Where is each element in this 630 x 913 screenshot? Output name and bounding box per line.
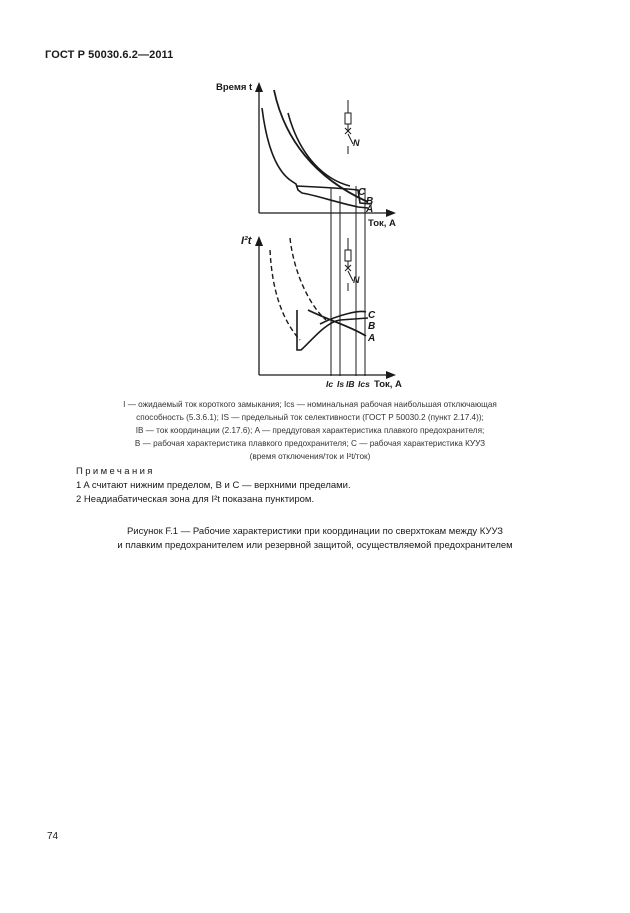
figure-legend: [70, 398, 550, 463]
bottom-curve-a: [297, 310, 368, 350]
document-header: ГОСТ Р 50030.6.2—2011: [45, 49, 174, 61]
top-label-n: N: [353, 138, 360, 148]
top-label-c: C: [358, 187, 366, 198]
top-switch-symbol: [345, 128, 353, 154]
bottom-x-axis-label: Ток, А: [374, 379, 402, 390]
bottom-label-n: N: [353, 275, 360, 285]
top-y-axis-label: Время t: [216, 82, 253, 93]
note-item: 2 Неадиабатическая зона для I²t показана пунктиром.: [76, 494, 315, 505]
caption-line: и плавким предохранителем или резервной защитой, осуществляемой предохранителем: [117, 540, 513, 551]
notes-title: Примечания: [76, 466, 155, 477]
page-number: 74: [47, 831, 59, 842]
bottom-y-arrow: [255, 236, 263, 246]
figure-caption: [60, 525, 570, 553]
legend-line: B — рабочая характеристика плавкого предохранителя; C — рабочая характеристика КУУЗ: [134, 439, 486, 448]
top-label-b: B: [366, 196, 374, 207]
bottom-curve-b: [308, 310, 366, 336]
top-fuse-symbol: [345, 113, 351, 124]
notes-block: [76, 465, 351, 507]
legend-line: IB — ток координации (2.17.6); A — преддуговая характеристика плавкого предохранителя;: [135, 426, 485, 435]
note-item: 1 A считают нижним пределом, B и C — верхними пределами.: [76, 480, 351, 491]
legend-line: I — ожидаемый ток короткого замыкания; Ics — номинальная рабочая наибольшая отключающая: [123, 400, 497, 409]
bottom-y-axis-label: I²t: [241, 235, 252, 247]
bottom-label-a: A: [368, 333, 376, 344]
coordination-figure: [200, 78, 410, 390]
caption-line: Рисунок F.1 — Рабочие характеристики при координации по сверхтокам между КУУЗ: [126, 526, 504, 537]
legend-line: (время отключения/ток и I²t/ток): [249, 452, 371, 461]
top-label-a: A: [366, 204, 374, 215]
tick-label-ic: Ic: [326, 379, 334, 389]
top-y-arrow: [255, 82, 263, 92]
legend-line: способность (5.3.6.1); IS — предельный ток селективности (ГОСТ Р 50030.2 (пункт 2.17.4));: [136, 413, 484, 422]
bottom-x-arrow: [386, 371, 396, 379]
tick-label-is: Is: [337, 379, 345, 389]
tick-label-ics: Ics: [358, 379, 370, 389]
bottom-label-c: C: [368, 310, 376, 321]
tick-label-ib: IB: [346, 379, 355, 389]
top-x-axis-label: Ток, А: [368, 218, 396, 229]
top-curve-c: [288, 113, 350, 186]
bottom-switch-symbol: [345, 265, 353, 291]
bottom-fuse-symbol: [345, 250, 351, 261]
top-x-arrow: [386, 209, 396, 217]
bottom-label-b: B: [368, 321, 376, 332]
bottom-dashed-curve-2: [290, 238, 326, 320]
top-curve-a: [262, 108, 368, 208]
